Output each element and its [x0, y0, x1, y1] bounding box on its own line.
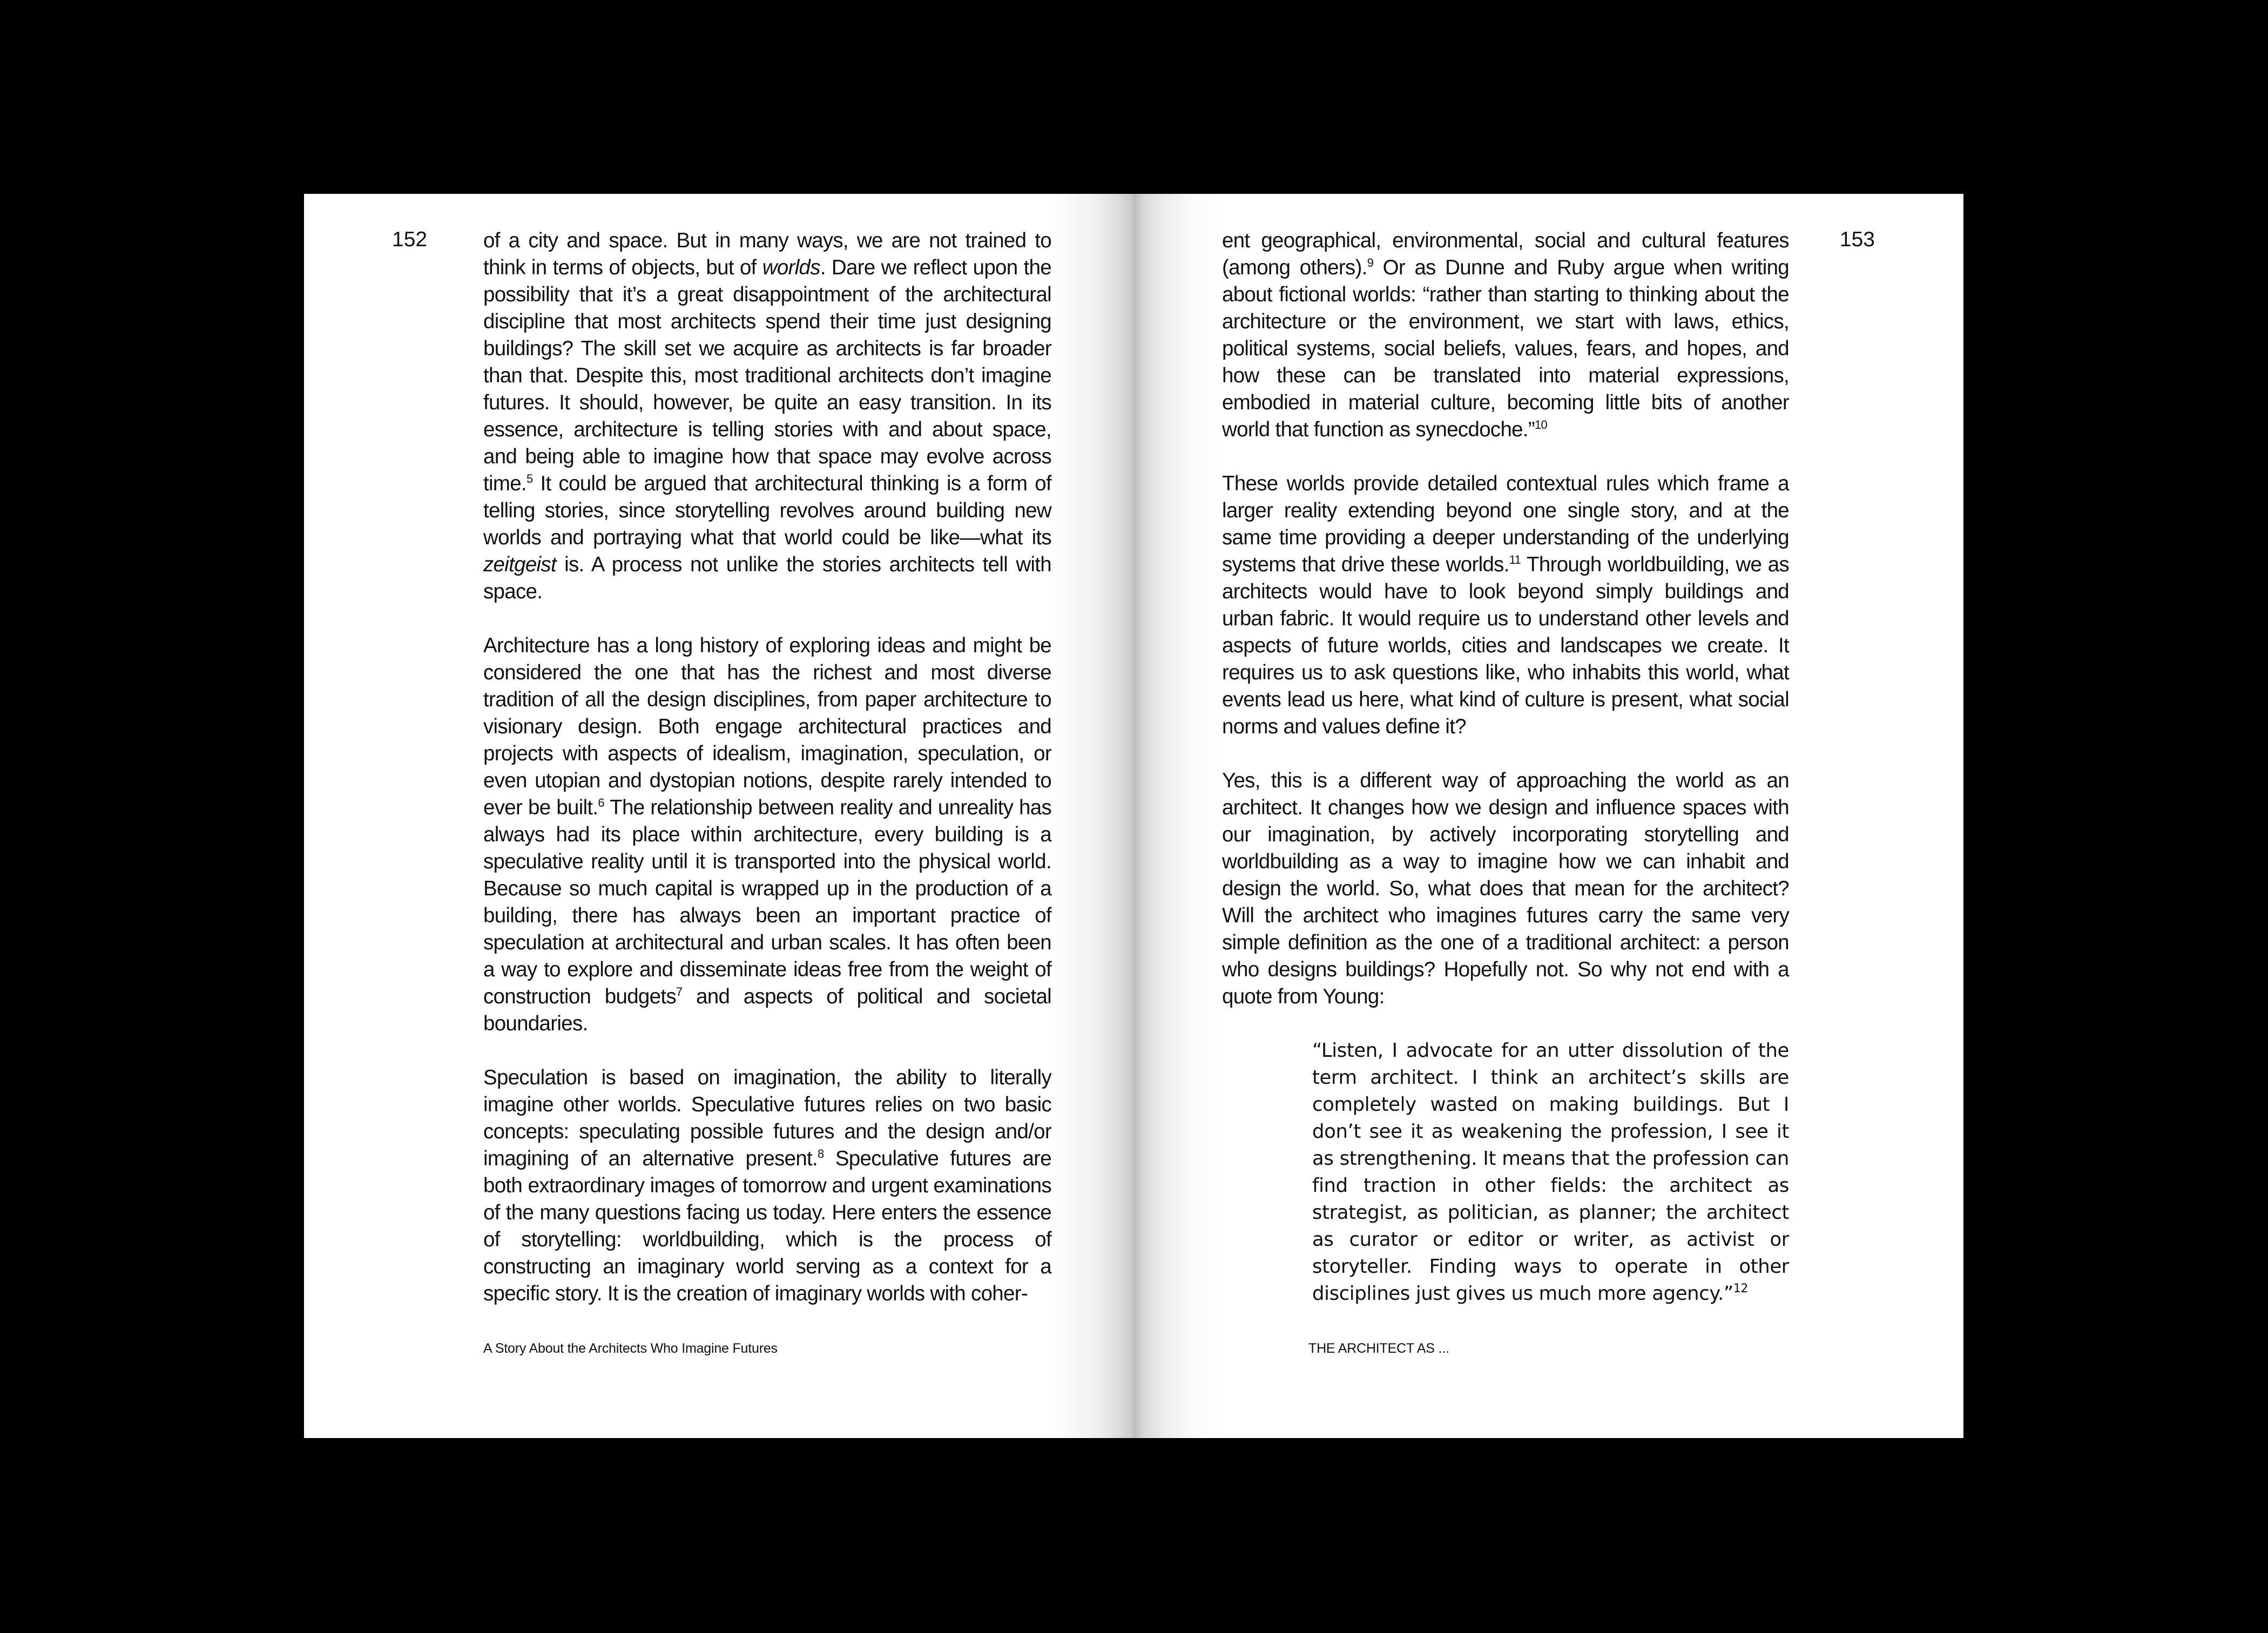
paragraph: Yes, this is a different way of approaching the world as an architect. It changes how we design and influence spaces with our imagination, by actively incorporating storytelling and worldbuilding as a way to imagine how we can inhabit and design the world. So, what does that mean for the architect? Will the architect who imagines futures carry the same very simple definition as the one of a traditional architect: a person who designs buildings? Hopefully not. So why not end with a quote from Young: [1222, 769, 1789, 1008]
emphasis: worlds [762, 256, 820, 279]
footnote-marker: 6 [598, 796, 604, 809]
left-page [304, 194, 1133, 1438]
running-footer: THE ARCHITECT AS ... [1308, 1341, 1449, 1356]
footnote-marker: 7 [676, 985, 683, 998]
page-number: 152 [392, 228, 428, 251]
footnote-marker: 10 [1535, 418, 1548, 431]
page-number: 153 [1839, 228, 1875, 251]
body-text [1222, 227, 1789, 1307]
footnote-marker: 8 [818, 1147, 824, 1160]
footnote-marker: 11 [1509, 553, 1521, 566]
body-text [483, 227, 1051, 1307]
book-spread [304, 194, 1963, 1438]
footnote-marker: 12 [1733, 1282, 1749, 1295]
footnote-marker: 5 [526, 472, 533, 485]
block-quote: “Listen, I advocate for an utter dissolution of the term architect. I think an architect’s skills are completely wasted on making buildings. But I don’t see it as weakening the profession, I see it as strengthening. It means that the profession can find traction in other fields: the architect as strategist, as politician, as planner; the architect as curator or editor or writer, as activist or storyteller. Finding ways to operate in other disciplines just gives us much more agency.”$^{12}$ [1312, 1040, 1789, 1305]
paragraph: of a city and space. But in many ways, we are not trained to think in terms of objects, but of worlds. Dare we reflect upon the possibility that it’s a great disappointment of the architectural discipline that most architects spend their time just designing buildings? The skill set we acquire as architects is far broader than that. Despite this, most traditional architects don’t imagine futures. It should, however, be quite an easy transition. In its essence, architecture is telling stories with and about space, and being able to imagine how that space may evolve across time.$^5$ It could be argued that architectural thinking is a form of telling stories, since storytelling revolves around building new worlds and portraying what that world could be like—what its zeitgeist is. A process not unlike the stories architects tell with space. [483, 229, 1051, 603]
right-page [1133, 194, 1963, 1438]
emphasis: zeitgeist [483, 553, 556, 576]
paragraph: Architecture has a long history of exploring ideas and might be considered the one that has the richest and most diverse tradition of all the design disciplines, from paper architecture to visionary design. Both engage architectural practices and projects with aspects of idealism, imagination, speculation, or even utopian and dystopian notions, despite rarely intended to ever be built.$^6$ The relationship between reality and unreality has always had its place within architecture, every building is a speculative reality until it is transported into the physical world. Because so much capital is wrapped up in the production of a building, there has always been an important practice of speculation at architectural and urban scales. It has often been a way to explore and disseminate ideas free from the weight of construction budgets$^7$ and aspects of political and societal boundaries. [483, 634, 1052, 1035]
paragraph: These worlds provide detailed contextual rules which frame a larger reality extending beyond one single story, and at the same time providing a deeper understanding of the underlying systems that drive these worlds.$^{11}$ Through worldbuilding, we as architects would have to look beyond simply buildings and urban fabric. It would require us to understand other levels and aspects of future worlds, cities and landscapes we create. It requires us to ask questions like, who inhabits this world, what events lead us here, what kind of culture is present, what social norms and values define it? [1222, 472, 1789, 738]
footnote-marker: 9 [1367, 256, 1374, 269]
running-footer: A Story About the Architects Who Imagine Futures [483, 1341, 778, 1356]
paragraph: Speculation is based on imagination, the ability to literally imagine other worlds. Speculative futures relies on two basic concepts: speculating possible futures and the design and/or imagining of an alternative present.$^8$ Speculative futures are both extraordinary images of tomorrow and urgent examinations of the many questions facing us today. Here enters the essence of storytelling: worldbuilding, which is the process of constructing an imaginary world serving as a context for a specific story. It is the creation of imaginary worlds with coher- [483, 1066, 1051, 1305]
paragraph: ent geographical, environmental, social and cultural features (among others).$^9$ Or as Dunne and Ruby argue when writing about fictional worlds: “rather than starting to thinking about the architecture or the environment, we start with laws, ethics, political systems, social beliefs, values, fears, and hopes, and how these can be translated into material expressions, embodied in material culture, becoming little bits of another world that function as synecdoche.”$^{10}$ [1222, 229, 1789, 441]
